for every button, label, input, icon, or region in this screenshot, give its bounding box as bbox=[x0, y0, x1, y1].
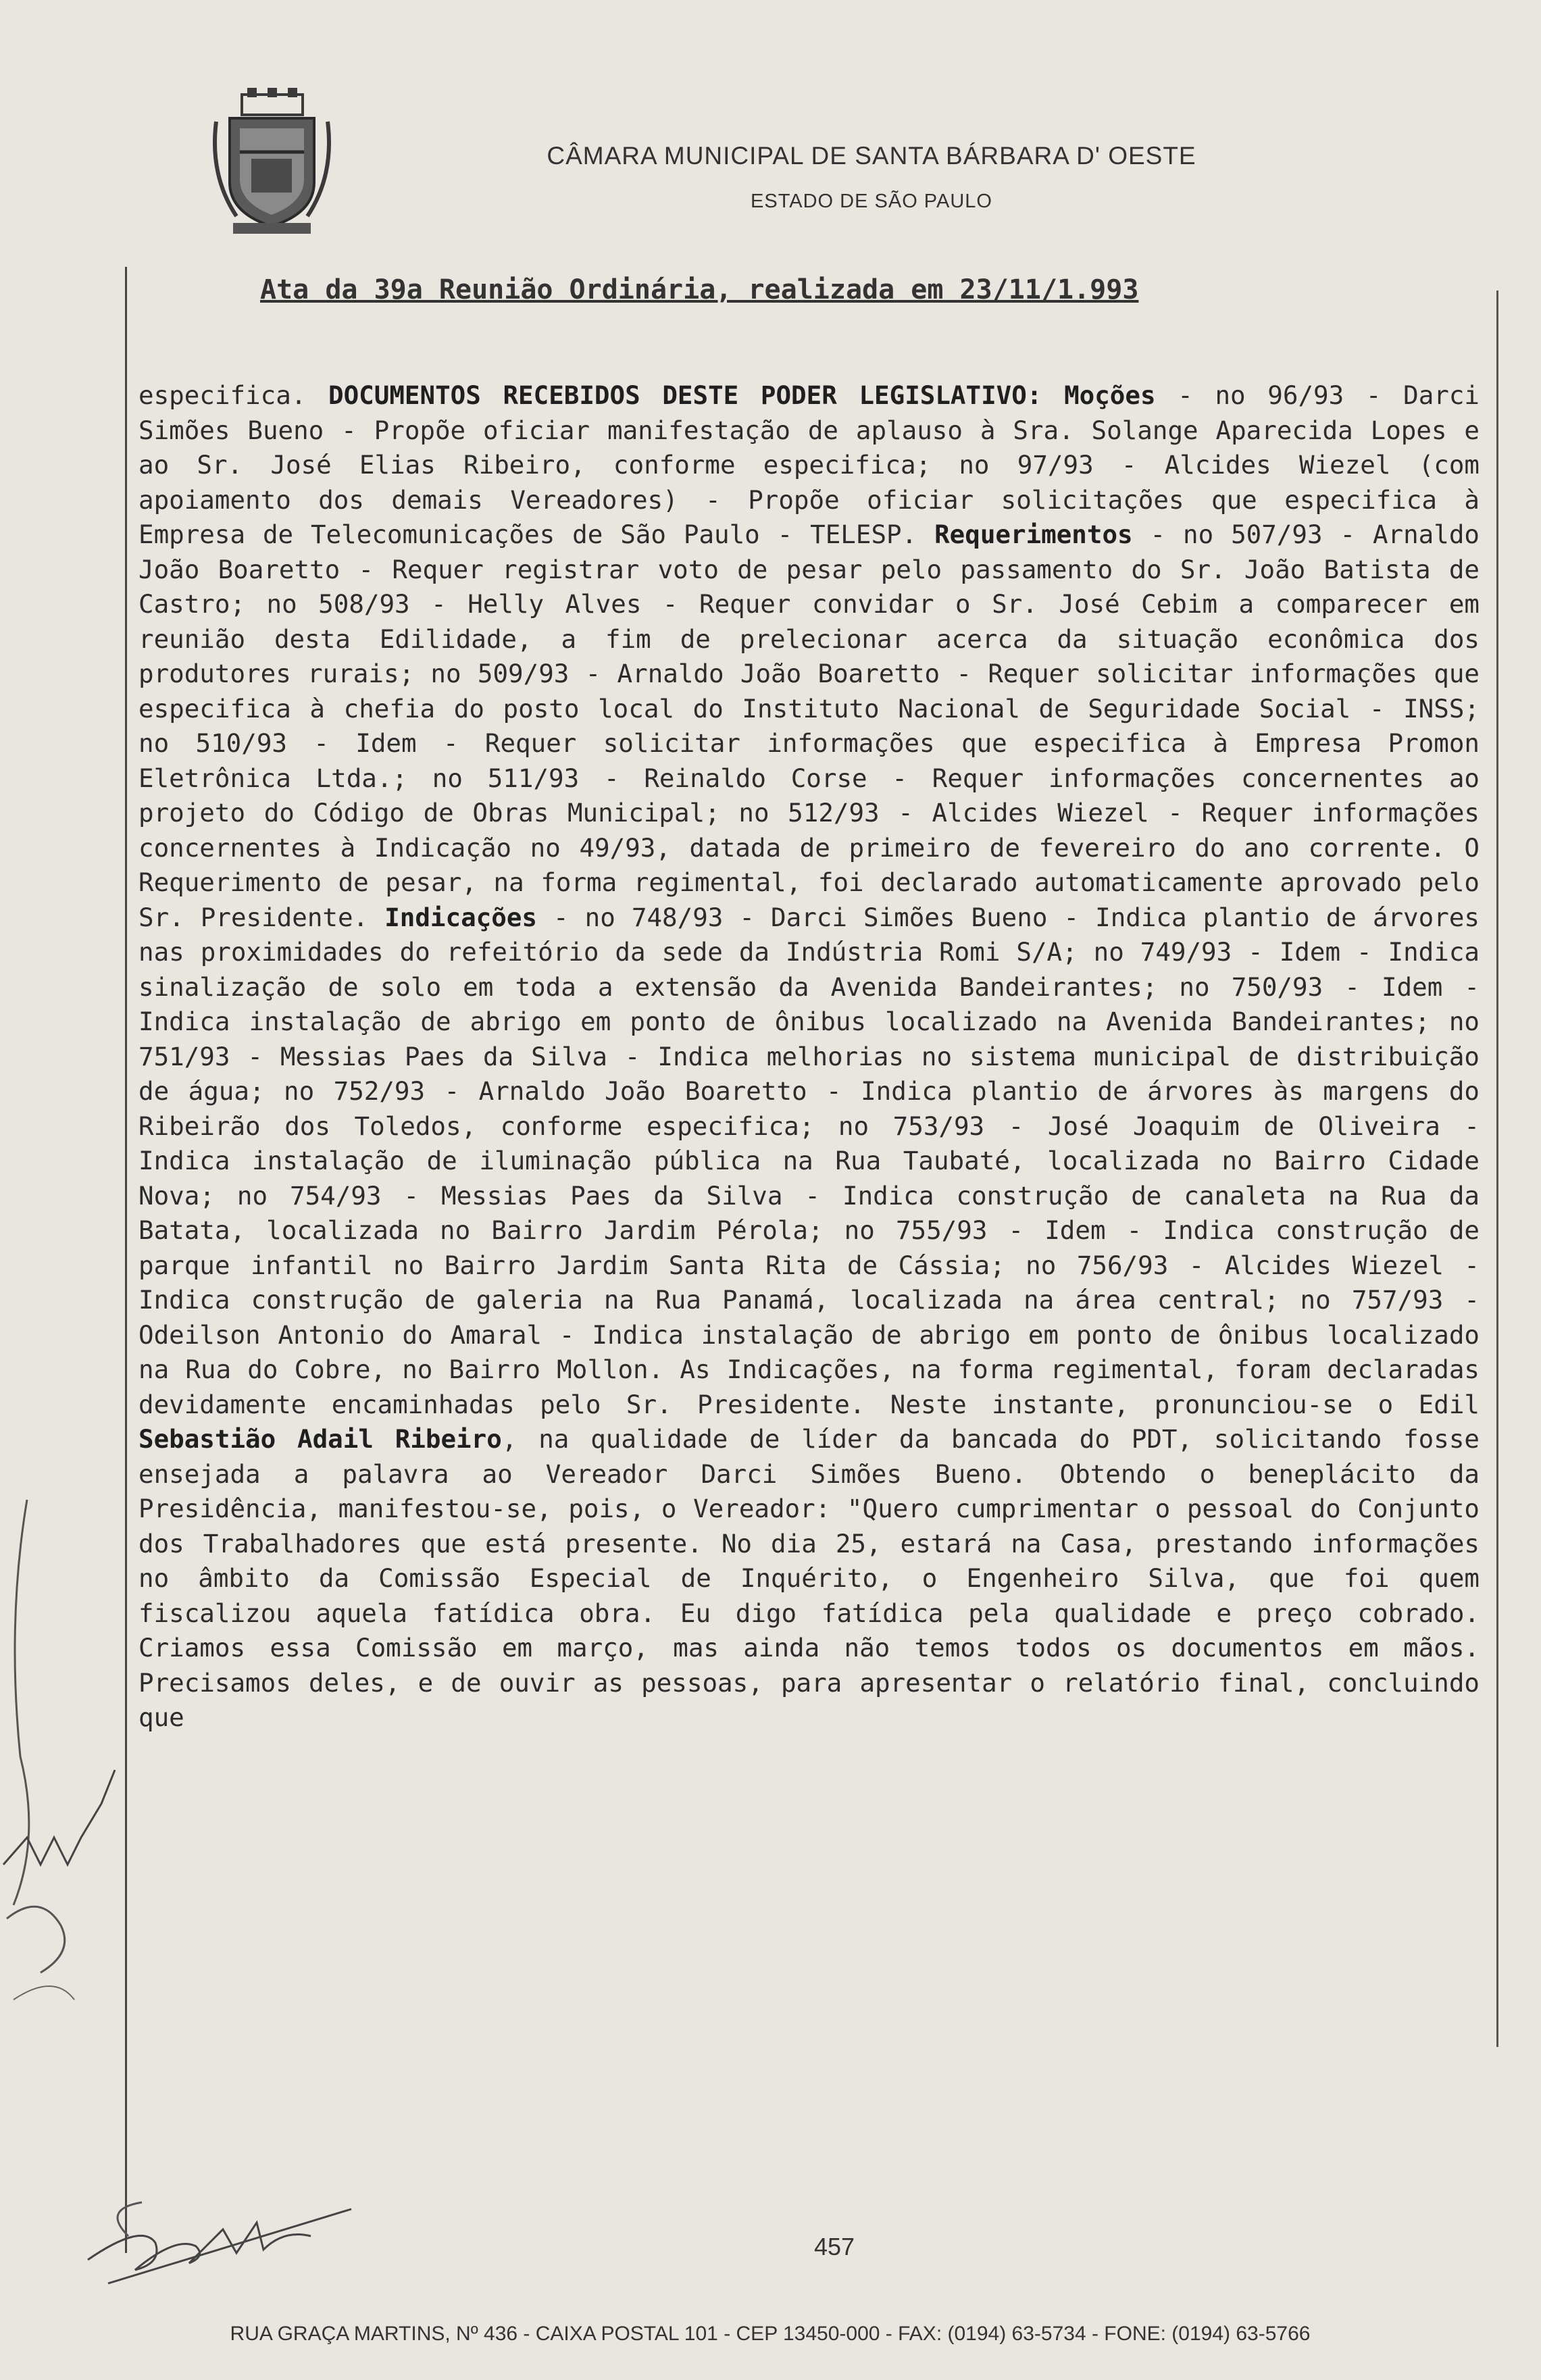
letterhead bbox=[0, 0, 1541, 257]
body-text: - no 748/93 - Darci Simões Bueno - Indica plantio de árvores nas proximidades do refeitório da sede da Indústria Romi S/A; no 749/93 - Idem - Indica sinalização de solo em toda a extensão da Avenida Bandeirantes; no 750/93 - Idem - Indica instalação de abrigo em ponto de ônibus localizado na Avenida Bandeirantes; no 751/93 - Messias Paes da Silva - Indica melhorias no sistema municipal de distribuição de água; no 752/93 - Arnaldo João Boaretto - Indica plantio de árvores às margens do Ribeirão dos Toledos, conforme especifica; no 753/93 - José Joaquim de Oliveira - Indica instalação de iluminação pública na Rua Taubaté, localizada no Bairro Cidade Nova; no 754/93 - Messias Paes da Silva - Indica construção de canaleta na Rua da Batata, localizada no Bairro Jardim Pérola; no 755/93 - Idem - Indica construção de parque infantil no Bairro Jardim Santa Rita de Cássia; no 756/93 - Alcides Wiezel - Indica construção de galeria na Rua Panamá, localizada na área central; no 757/93 - Odeilson Antonio do Amaral - Indica instalação de abrigo em ponto de ônibus localizado na Rua do Cobre, no Bairro Mollon. As Indicações, na forma regimental, foram declaradas devidamente encaminhadas pelo Sr. Presidente. Neste instante, pronunciou-se o Edil bbox=[138, 902, 1480, 1419]
body-paragraph bbox=[138, 378, 1480, 1736]
section-heading: DOCUMENTOS RECEBIDOS DESTE PODER LEGISLATIVO: bbox=[328, 380, 1042, 410]
body-text: - no 507/93 - Arnaldo João Boaretto - Requer registrar voto de pesar pelo passamento do Sr. João Batista de Castro; no 508/93 - Helly Alves - Requer convidar o Sr. José Cebim a comparecer em reunião desta Edilidade, a fim de prelecionar acerca da situação econômica dos produtores rurais; no 509/93 - Arnaldo João Boaretto - Requer solicitar informações que especifica à chefia do posto local do Instituto Nacional de Seguridade Social - INSS; no 510/93 - Idem - Requer solicitar informações que especifica à Empresa Promon Eletrônica Ltda.; no 511/93 - Reinaldo Corse - Requer informações concernentes ao projeto do Código de Obras Municipal; no 512/93 - Alcides Wiezel - Requer informações concernentes à Indicação no 49/93, datada de primeiro de fevereiro do ano corrente. O Requerimento de pesar, na forma regimental, foi declarado automaticamente aprovado pelo Sr. Presidente. bbox=[138, 520, 1480, 932]
section-heading: Indicações bbox=[384, 902, 537, 932]
page-number: 457 bbox=[813, 2233, 855, 2260]
section-heading: Requerimentos bbox=[934, 520, 1133, 549]
handwritten-signature-icon bbox=[0, 1486, 155, 2094]
body-text: especifica. bbox=[138, 380, 329, 410]
state-name: ESTADO DE SÃO PAULO bbox=[751, 191, 992, 212]
minutes-body bbox=[138, 378, 1480, 2162]
body-text: , na qualidade de líder da bancada do PDT, solicitando fosse ensejada a palavra ao Vereador Darci Simões Bueno. Obtendo o beneplácito da Presidência, manifestou-se, pois, o Vereador: "Quero cumprimentar o pessoal do Conjunto dos Trabalhadores que está presente. No dia 25, estará na Casa, prestando informações no âmbito da Comissão Especial de Inquérito, o Engenheiro Silva, que foi quem fiscalizou aquela fatídica obra. Eu digo fatídica pela qualidade e preço cobrado. Criamos essa Comissão em março, mas ainda não temos todos os documentos em mãos. Precisamos deles, e de ouvir as pessoas, para apresentar o relatório final, concluindo que bbox=[138, 1424, 1480, 1732]
handwritten-signature-icon bbox=[61, 2189, 412, 2290]
section-heading: Moções bbox=[1064, 380, 1156, 410]
section-heading: Sebastião Adail Ribeiro bbox=[138, 1424, 502, 1454]
body-text bbox=[1042, 380, 1064, 410]
minutes-title: Ata da 39a Reunião Ordinária, realizada em 23/11/1.993 bbox=[260, 274, 1139, 305]
council-name: CÂMARA MUNICIPAL DE SANTA BÁRBARA D' OESTE bbox=[547, 142, 1196, 170]
body-text: - no 96/93 - Darci Simões Bueno - Propõe oficiar manifestação de aplauso à Sra. Solange Aparecida Lopes e ao Sr. José Elias Ribeiro, conforme especifica; no 97/93 - Alcides Wiezel (com apoiamento dos demais Vereadores) - Propõe oficiar solicitações que especifica à Empresa de Telecomunicações de São Paulo - TELESP. bbox=[138, 380, 1480, 549]
municipal-crest-icon bbox=[209, 88, 334, 236]
footer-address: RUA GRAÇA MARTINS, Nº 436 - CAIXA POSTAL 101 - CEP 13450-000 - FAX: (0194) 63-5734 - FONE: (0194) 63-5766 bbox=[230, 2323, 1311, 2345]
right-margin-rule bbox=[1496, 290, 1498, 2047]
